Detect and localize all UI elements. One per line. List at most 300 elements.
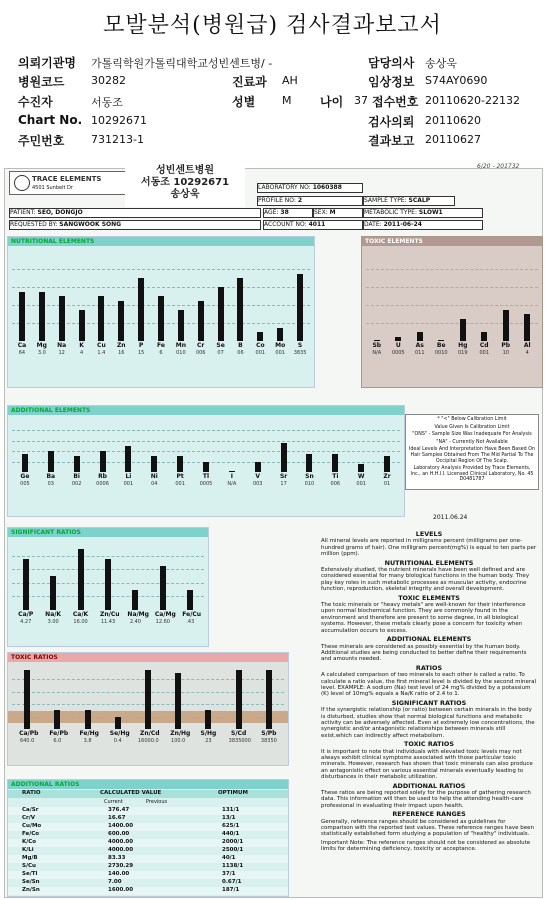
significant-bar	[50, 576, 56, 610]
significant-bar	[132, 590, 138, 610]
nutritional-bar	[118, 301, 124, 342]
toxic-ratio-value: 100.0	[171, 738, 186, 744]
ratio-optimum: 40/1	[222, 855, 236, 861]
ratio-value: 4000.00	[108, 839, 134, 845]
additional-label: Ba	[46, 473, 56, 480]
toxic-gridline	[366, 323, 538, 324]
nutritional-label: Mo	[275, 342, 286, 349]
toxic-bar	[438, 340, 444, 341]
ratios-table	[8, 807, 288, 895]
additional-bar	[48, 451, 54, 472]
nutritional-label: S	[297, 342, 303, 349]
patient-box	[9, 208, 261, 218]
ratio-row	[8, 863, 288, 871]
toxic-bar	[374, 340, 380, 341]
additional-value: 17	[280, 481, 287, 487]
nutritional-value: 16	[118, 350, 125, 356]
patient-label: 수진자	[18, 95, 53, 109]
ratios-subheader-row	[8, 799, 288, 806]
report-date-small: 2011.06.24	[433, 514, 468, 521]
additional-gridline	[12, 451, 400, 452]
ratio-col-header: RATIO	[22, 790, 41, 796]
nutritional-bar	[218, 287, 224, 341]
calc-col-header: CALCULATED VALUE	[100, 790, 162, 796]
toxic-ratio-bar	[115, 717, 121, 729]
nutritional-value: 001	[275, 350, 285, 356]
ratio-value: 1400.00	[108, 823, 134, 829]
additional-value: 001	[356, 481, 366, 487]
text-heading: ADDITIONAL ELEMENTS	[386, 635, 472, 644]
agency-label: 의뢰기관명	[18, 56, 76, 70]
additional-label: Zr	[383, 473, 391, 480]
ratio-optimum: 2000/1	[222, 839, 244, 845]
result-label: 결과보고	[368, 134, 415, 148]
ratio-name: S/Cu	[22, 863, 36, 869]
profile-value: 2	[297, 197, 303, 204]
metabolic-value: SLOW1	[418, 209, 443, 216]
additional-title: ADDITIONAL ELEMENTS	[8, 406, 404, 415]
ratio-optimum: 2500/1	[222, 847, 244, 853]
toxic-ratio-bar	[85, 710, 91, 729]
nutritional-bar	[59, 296, 65, 341]
significant-bar	[23, 559, 29, 610]
sample-label: SAMPLE TYPE:	[364, 197, 407, 204]
toxic-value: 019	[457, 350, 468, 356]
significant-value: 16.00	[73, 619, 88, 625]
text-heading: NUTRITIONAL ELEMENTS	[384, 558, 474, 567]
toxic-gridline	[366, 287, 538, 288]
profile-box	[257, 196, 363, 206]
nutritional-value: 07	[217, 350, 224, 356]
significant-value: 3.00	[47, 619, 59, 625]
optimum-col-header: OPTIMUM	[218, 790, 248, 796]
toxic-label: Al	[523, 342, 531, 349]
hospital-code-value: 30282	[91, 74, 126, 87]
nutritional-value: 006	[195, 350, 206, 356]
significant-label: Fe/Cu	[182, 611, 202, 618]
ratio-name: Cu/Mo	[22, 823, 42, 829]
additional-value: 001	[175, 481, 185, 487]
nutritional-bar	[237, 278, 243, 341]
toxic-gridline	[366, 269, 538, 270]
toxic-label: Sb	[372, 342, 382, 349]
current-subheader: Current	[104, 799, 123, 805]
nutritional-value: 3.0	[37, 350, 46, 356]
key-line: "ONS" - Sample Size Was Inadequate For Analysis	[412, 432, 532, 438]
significant-title: SIGNIFICANT RATIOS	[8, 528, 208, 537]
toxic-ratio-bar	[205, 710, 211, 729]
ratio-optimum: 625/1	[222, 823, 240, 829]
additional-value: 003	[252, 481, 263, 487]
ratio-row	[8, 847, 288, 855]
legend-key-box	[405, 414, 539, 490]
additional-bar	[125, 446, 131, 472]
patient-value-en: SEO, DONGJO	[37, 209, 83, 216]
significant-label: Zn/Cu	[100, 611, 120, 618]
nutritional-gridline	[12, 269, 310, 270]
additional-label: I	[230, 473, 233, 480]
nutritional-bar	[257, 332, 263, 341]
nutritional-label: Co	[256, 342, 265, 349]
nutritional-title: NUTRITIONAL ELEMENTS	[8, 237, 314, 246]
toxic-bar	[395, 337, 401, 342]
metabolic-label: METABOLIC TYPE:	[364, 209, 417, 216]
toxic-value: 011	[414, 350, 425, 356]
significant-label: Ca/P	[18, 611, 34, 618]
additional-label: Li	[125, 473, 132, 480]
additional-bar	[306, 454, 312, 472]
nutritional-bar	[19, 292, 25, 342]
additional-value: 005	[20, 481, 30, 487]
toxic-label: Be	[436, 342, 446, 349]
nutritional-label: Mn	[175, 342, 186, 349]
significant-label: Ca/Mg	[154, 611, 176, 618]
sex-box	[313, 208, 363, 218]
additional-bar	[100, 451, 106, 472]
scanned-report	[4, 163, 543, 898]
ratio-value: 16.67	[108, 815, 126, 821]
toxic-ratio-value: 0.4	[113, 738, 122, 744]
nutritional-label: Mg	[36, 342, 47, 349]
additional-ratios-title: ADDITIONAL RATIOS	[8, 780, 288, 789]
additional-bar	[151, 456, 157, 472]
clinical-value: S74AY0690	[425, 74, 488, 87]
additional-value: 002	[71, 481, 82, 487]
account-box	[263, 220, 363, 230]
key-line: Value Given Is Calibration Limit	[434, 424, 510, 430]
report-header	[7, 163, 540, 228]
nutritional-gridline	[12, 287, 310, 288]
toxic-ratio-bar	[54, 710, 60, 729]
nutritional-label: Fe	[157, 342, 165, 349]
toxic-chart	[366, 251, 538, 359]
toxic-ratio-value: 3835000	[228, 738, 251, 744]
lab-no-value: 1060388	[312, 184, 342, 191]
significant-label: Na/Mg	[127, 611, 149, 618]
interpretation-text	[321, 529, 537, 855]
toxic-value: N/A	[372, 350, 382, 356]
toxic-value: 001	[479, 350, 490, 356]
age-box	[263, 208, 313, 218]
text-paragraph: If the synergistic relationship (or ratio) between certain minerals in the body is disturbed, studies show that normal biological functions and metabolic activity can be adversely affected. Even at extremely low concentrations, the synergistic and/or antagonistic relationships between minerals still exist,which can indirectly affect metabolism.	[321, 707, 535, 739]
toxic-value: 10	[502, 350, 509, 356]
additional-label: Ti	[332, 473, 339, 480]
previous-subheader: Previous	[146, 799, 168, 805]
toxic-panel	[361, 236, 543, 388]
toxic-ratio-label: Se/Hg	[109, 730, 130, 737]
sample-box	[363, 196, 455, 206]
additional-ratios-panel	[7, 779, 289, 897]
ratio-name: Cr/V	[22, 815, 36, 821]
additional-bar	[384, 456, 390, 472]
significant-chart	[12, 542, 204, 628]
ratio-value: 2730.29	[108, 863, 134, 869]
requested-value: SANGWOOK SONG	[59, 221, 122, 228]
toxic-ratio-label: Ca/Pb	[19, 730, 39, 737]
receipt-label: 접수번호	[372, 95, 419, 109]
sex-label-en: SEX:	[314, 209, 328, 216]
doctor-label: 담당의사	[368, 56, 415, 70]
nutritional-label: Zn	[116, 342, 126, 349]
ratio-optimum: 1138/1	[222, 863, 244, 869]
id-value: 731213-1	[91, 133, 144, 146]
key-line: "NA" - Currently Not Available	[436, 439, 508, 445]
toxic-ratio-value: 23	[205, 738, 212, 744]
toxic-ratio-bar	[145, 670, 151, 729]
nutritional-label: K	[79, 342, 84, 349]
ratio-name: Ca/Sr	[22, 807, 39, 813]
additional-label: Ge	[20, 473, 30, 480]
ratio-optimum: 37/1	[222, 871, 236, 877]
ratio-value: 600.00	[108, 831, 130, 837]
toxic-ratios-chart	[12, 667, 284, 747]
significant-bar	[105, 559, 111, 610]
toxic-ratio-label: Fe/Hg	[79, 730, 99, 737]
additional-bar	[281, 443, 287, 472]
additional-bar	[177, 456, 183, 472]
ratio-row	[8, 831, 288, 839]
key-line: Laboratory Analysis Provided by Trace Elements, Inc., an H.H.I.I. Licensed Clinical Laboratory, No. 45 D0481787	[410, 466, 534, 483]
corner-note: 6/20 - 201732	[477, 163, 520, 170]
text-heading: TOXIC RATIOS	[404, 740, 454, 749]
toxic-ratio-label: S/Cd	[231, 730, 247, 737]
key-line: * "<" Below Calibration Limit	[437, 417, 507, 422]
toxic-label: Pb	[501, 342, 511, 349]
requested-box	[9, 220, 261, 230]
additional-bar	[203, 462, 209, 472]
nutritional-value: 12	[58, 350, 65, 356]
significant-value: 2.40	[129, 619, 141, 625]
text-heading: LEVELS	[415, 530, 443, 538]
nutritional-bar	[158, 296, 164, 341]
additional-bar	[358, 464, 364, 472]
additional-chart	[12, 420, 400, 490]
additional-value: 03	[47, 481, 54, 487]
metabolic-box	[363, 208, 483, 218]
additional-bar	[22, 454, 28, 472]
ratio-row	[8, 879, 288, 887]
lab-name: TRACE ELEMENTS	[32, 175, 102, 183]
additional-value: 0006	[96, 481, 109, 487]
additional-bar	[332, 454, 338, 472]
handwritten-label: 성빈센트병원 서동조 10292671 송상욱	[125, 165, 245, 207]
ratio-optimum: 187/1	[222, 887, 240, 893]
toxic-label: Cd	[479, 342, 489, 349]
significant-value: 4.27	[20, 619, 32, 625]
significant-label: Na/K	[45, 611, 62, 618]
additional-label: W	[357, 473, 365, 480]
additional-label: Bi	[73, 473, 80, 480]
age-label-en: AGE:	[264, 209, 279, 216]
nutritional-panel	[7, 236, 315, 388]
date-value: 2011-06-24	[383, 221, 422, 228]
significant-value: 11.43	[100, 619, 116, 625]
request-label: 검사의뢰	[368, 115, 415, 129]
text-heading: ADDITIONAL RATIOS	[392, 781, 466, 790]
result-value: 20110627	[425, 133, 481, 146]
requested-label: REQUESTED BY:	[10, 221, 58, 228]
chart-value: 10292671	[91, 114, 147, 127]
additional-value: 04	[151, 481, 158, 487]
significant-value: 12.60	[155, 619, 170, 625]
nutritional-value: 3835	[293, 350, 307, 356]
report-title: 모발분석(병원급) 검사결과보고서	[103, 13, 442, 38]
ratio-row	[8, 855, 288, 863]
ratio-value: 1600.00	[108, 887, 134, 893]
nutritional-bar	[277, 328, 283, 342]
toxic-bar	[524, 314, 530, 341]
nutritional-bar	[79, 310, 85, 342]
ratio-name: Zn/Sn	[22, 887, 40, 893]
additional-value: N/A	[227, 481, 237, 487]
toxic-ratio-bar	[24, 670, 30, 729]
date-box	[363, 220, 483, 230]
text-heading: SIGNIFICANT RATIOS	[391, 698, 467, 707]
text-paragraph: These ratios are being reported solely for the purpose of gathering research data. This information will then be used to help the attending health-care professional in evaluating their impact upon health.	[321, 790, 531, 809]
nutritional-label: Se	[216, 342, 225, 349]
text-paragraph: Extensively studied, the nutrient minerals have been well defined and are considered essential for many biological functions in the human body. They play key roles in such metabolic processes as muscular activity, endocrine function, reproduction, skeletal integrity and overall development.	[321, 567, 530, 593]
toxic-ratio-value: 6.0	[53, 738, 62, 744]
patient-value: 서동조	[91, 96, 123, 109]
ratio-name: Se/Tl	[22, 871, 38, 877]
lab-logo-icon	[14, 175, 30, 191]
profile-label: PROFILE NO:	[258, 197, 296, 204]
id-label: 주민번호	[18, 134, 65, 148]
ratio-name: Mg/B	[22, 855, 38, 861]
toxic-ratio-label: Fe/Pb	[49, 730, 69, 737]
lab-no-box	[257, 183, 363, 193]
account-value: 4011	[308, 221, 326, 228]
toxic-ratio-label: S/Pb	[261, 730, 277, 737]
ratios-header-row	[8, 790, 288, 798]
toxic-ratio-value: 640.0	[19, 738, 35, 744]
lab-address: 4501 Sunbelt Dr	[32, 185, 73, 191]
toxic-bar	[417, 332, 423, 341]
sex-value: M	[282, 94, 292, 107]
additional-value: 01	[383, 481, 391, 487]
text-paragraph: It is important to note that individuals with elevated toxic levels may not always exhibit clinical symptoms associated with those particular toxic minerals. However, research has shown that toxic minerals can also produce an antagonistic effect on various essential minerals eventually leading to disturbances in their metabolic utilization.	[321, 748, 533, 781]
patient-label-en: PATIENT:	[10, 209, 36, 216]
toxic-bar	[503, 310, 509, 342]
toxic-ratio-bar	[236, 670, 242, 729]
ratio-name: K/Co	[22, 839, 37, 845]
significant-bar	[78, 549, 84, 610]
toxic-ratio-label: S/Hg	[200, 730, 217, 737]
nutritional-label: Cu	[97, 342, 106, 349]
significant-label: Ca/K	[72, 611, 89, 618]
significant-gridline	[12, 556, 204, 557]
toxic-ratio-label: Zn/Cd	[140, 730, 160, 737]
additional-panel	[7, 405, 405, 517]
toxic-value: 0010	[434, 350, 448, 356]
toxic-ratios-title: TOXIC RATIOS	[8, 653, 288, 662]
ratio-value: 7.00	[108, 879, 122, 885]
nutritional-value: 15	[137, 350, 145, 356]
significant-value: .43	[186, 619, 195, 625]
ratio-row	[8, 839, 288, 847]
text-paragraph: The toxic minerals or "heavy metals" are well-known for their interference upon normal biochemical function. They are commonly found in the environment and therefore are present to some degree, in all biological systems. However, these metals clearly pose a concern for toxicity when accumulation occurs to excess.	[321, 602, 526, 634]
ratio-name: K/Li	[22, 847, 34, 853]
ratio-value: 4000.00	[108, 847, 134, 853]
nutritional-bar	[178, 310, 184, 342]
significant-bar	[187, 590, 193, 610]
nutritional-bar	[98, 296, 104, 341]
nutritional-label: Ca	[17, 342, 27, 349]
toxic-label: As	[415, 342, 424, 349]
toxic-label: U	[395, 342, 401, 349]
ratio-row	[8, 887, 288, 895]
key-line: Ideal Levels And Interpretation Have Been Based On Hair Samples Obtained From The Mid Partial To The Occipital Region Of The Scalp.	[408, 447, 536, 464]
ratio-value: 376.47	[108, 807, 130, 813]
additional-bar	[255, 462, 261, 472]
nutritional-chart	[12, 251, 310, 359]
toxic-label: Hg	[458, 342, 468, 349]
request-value: 20110620	[425, 114, 481, 127]
additional-label: Tl	[202, 473, 210, 480]
agency-value: 가톨릭학원가톨릭대학교성빈센트병/ -	[91, 57, 273, 70]
chart-label: Chart No.	[18, 113, 83, 127]
age-value-en: 38	[280, 209, 289, 216]
additional-value: 0005	[199, 481, 213, 487]
significant-bar	[160, 566, 166, 610]
nutritional-label: Cr	[197, 342, 205, 349]
additional-label: Sr	[279, 473, 288, 480]
toxic-bar	[460, 319, 466, 342]
ratio-optimum: 13/1	[222, 815, 236, 821]
ratio-name: Se/Sn	[22, 879, 40, 885]
ratio-optimum: 131/1	[222, 807, 240, 813]
ratio-name: Fe/Co	[22, 831, 40, 837]
text-heading: RATIOS	[415, 663, 443, 672]
significant-panel	[7, 527, 209, 647]
nutritional-bar	[39, 292, 45, 342]
toxic-ratio-value: 16000.0	[138, 738, 159, 744]
additional-label: V	[255, 473, 261, 480]
account-label: ACCOUNT NO:	[264, 221, 307, 228]
toxic-ratio-bar	[266, 670, 272, 729]
nutritional-label: B	[238, 342, 243, 349]
additional-gridline	[12, 441, 400, 442]
toxic-ratio-bar	[175, 673, 181, 729]
text-paragraph: These minerals are considered as possibly essential by the human body. Additional studies are being conducted to better define their requirements and amounts needed.	[321, 643, 527, 663]
patient-header	[0, 50, 545, 150]
toxic-value: 4	[525, 350, 529, 356]
toxic-ratio-value: 38350	[260, 738, 277, 744]
text-paragraph: A calculated comparison of two minerals to each other is called a ratio. To calculate a ratio value, the first mineral level is divided by the second mineral level. EXAMPLE: A sodium (Na) test level of 24 mg% divided by a potassium (K) level of 10mg% equals a Na/K ratio of 2.4 to 1.	[321, 672, 537, 698]
nutritional-value: 001	[255, 350, 266, 356]
additional-label: Ni	[150, 473, 158, 480]
nutritional-value: 6	[159, 350, 163, 356]
toxic-gridline	[366, 305, 538, 306]
hospital-code-label: 병원코드	[18, 75, 65, 89]
dept-label: 진료과	[232, 75, 267, 89]
nutritional-value: 64	[18, 350, 26, 356]
ratio-value: 83.33	[108, 855, 126, 861]
receipt-value: 20110620-22132	[425, 94, 520, 107]
text-paragraph: All mineral levels are reported in milligrams percent (milligrams per one-hundred grams of hair). One milligram percent(mg%) is equal to ten parts per million (ppm).	[321, 538, 537, 558]
text-heading: REFERENCE RANGES	[392, 810, 466, 819]
additional-value: 010	[304, 481, 315, 487]
nutritional-value: 4	[79, 350, 84, 356]
date-label: DATE:	[364, 221, 382, 228]
clinical-label: 임상정보	[368, 75, 415, 89]
toxic-ratio-label: Zn/Hg	[170, 730, 191, 737]
additional-label: Sn	[305, 473, 314, 480]
nutritional-value: 010	[176, 350, 186, 356]
sex-value-en: M	[329, 209, 336, 216]
dept-value: AH	[282, 74, 298, 87]
additional-bar	[229, 471, 235, 472]
